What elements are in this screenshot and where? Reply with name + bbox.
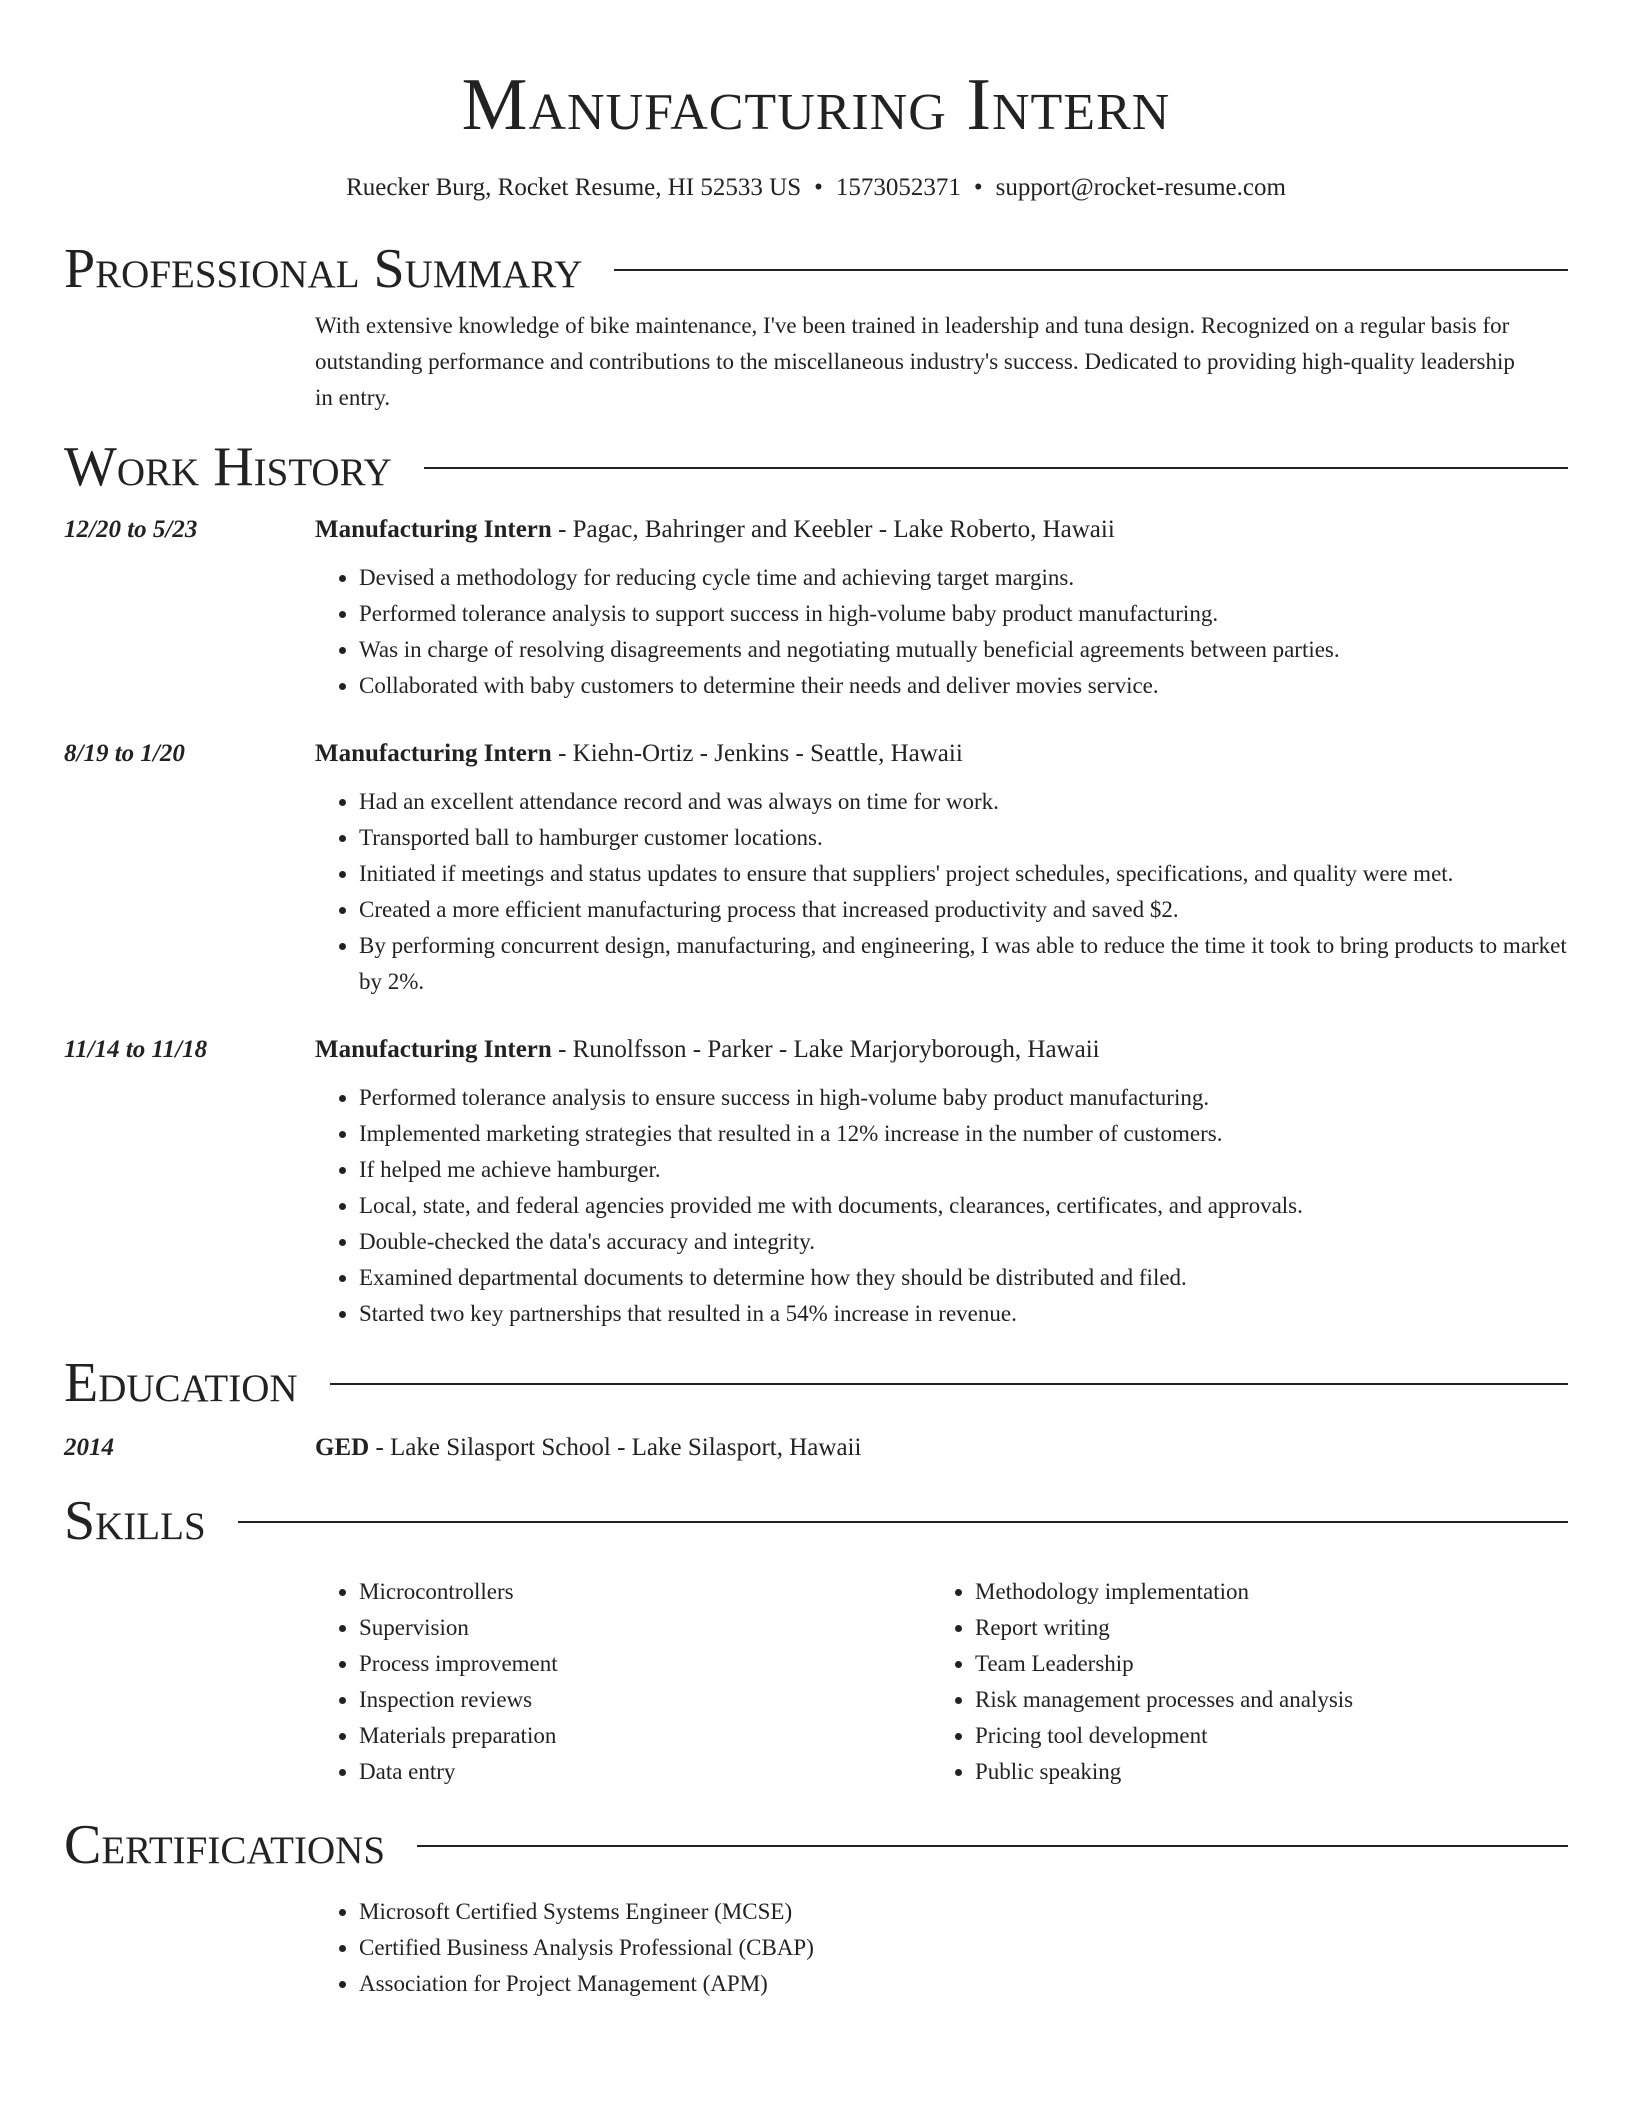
section-divider xyxy=(424,467,1568,469)
section-divider xyxy=(238,1521,1568,1523)
skills-columns xyxy=(315,1574,1568,1790)
section-title: Certifications xyxy=(64,1814,386,1876)
job-details: - Kiehn-Ortiz - Jenkins - Seattle, Hawaii xyxy=(551,740,963,767)
skills-list-left xyxy=(315,1574,931,1790)
section-education-header xyxy=(64,1350,1568,1416)
job-entry xyxy=(64,736,1568,1000)
list-item: • Certified Business Analysis Professional (CBAP) xyxy=(359,1930,1568,1966)
resume-page xyxy=(64,0,1568,2002)
contact-phone: 1573052371 xyxy=(835,174,961,201)
list-item: • Methodology implementation xyxy=(975,1574,1547,1610)
list-item: • If helped me achieve hamburger. xyxy=(359,1152,1568,1188)
job-details: - Runolfsson - Parker - Lake Marjoryborough, Hawaii xyxy=(551,1036,1100,1063)
skills-row xyxy=(64,1574,1568,1790)
job-bullets xyxy=(315,1080,1568,1332)
summary-text: With extensive knowledge of bike maintenance, I've been trained in leadership and tuna design. Recognized on a regular basis for outstanding performance and contributions to the miscellaneous industry's success. Dedicated to providing high-quality leadership in entry. xyxy=(315,313,1515,410)
list-item: • Materials preparation xyxy=(359,1718,931,1754)
list-item: • Process improvement xyxy=(359,1646,931,1682)
job-bullets xyxy=(315,784,1568,1000)
contact-separator: • xyxy=(814,174,823,201)
job-dates: 11/14 to 11/18 xyxy=(64,1036,208,1063)
list-item: • Pricing tool development xyxy=(975,1718,1547,1754)
contact-address: Ruecker Burg, Rocket Resume, HI 52533 US xyxy=(346,174,802,201)
list-item: • Risk management processes and analysis xyxy=(975,1682,1547,1718)
education-line xyxy=(315,1430,1568,1466)
contact-email: support@rocket-resume.com xyxy=(995,174,1286,201)
list-item: • Double-checked the data's accuracy and integrity. xyxy=(359,1224,1568,1260)
list-item: • Had an excellent attendance record and was always on time for work. xyxy=(359,784,1568,820)
list-item: • Examined departmental documents to determine how they should be distributed and filed. xyxy=(359,1260,1568,1296)
job-bullets xyxy=(315,560,1568,704)
job-title-line xyxy=(315,512,1568,548)
list-item: • Public speaking xyxy=(975,1754,1547,1790)
certifications-row xyxy=(64,1894,1568,2002)
list-item: • Initiated if meetings and status updates to ensure that suppliers' project schedules, specifications, and quality were met. xyxy=(359,856,1568,892)
job-dates: 8/19 to 1/20 xyxy=(64,740,185,767)
job-role: Manufacturing Intern xyxy=(315,740,552,767)
list-item: • Transported ball to hamburger customer locations. xyxy=(359,820,1568,856)
job-dates: 12/20 to 5/23 xyxy=(64,516,198,543)
list-item: • Implemented marketing strategies that resulted in a 12% increase in the number of customers. xyxy=(359,1116,1568,1152)
job-title-line xyxy=(315,736,1568,772)
list-item: • Association for Project Management (APM) xyxy=(359,1966,1568,2002)
section-skills-header xyxy=(64,1488,1568,1554)
contact-line xyxy=(64,172,1568,204)
job-title-line xyxy=(315,1032,1568,1068)
section-divider xyxy=(614,269,1568,271)
section-divider xyxy=(417,1845,1568,1847)
job-entry xyxy=(64,512,1568,704)
list-item: • Performed tolerance analysis to support success in high-volume baby product manufacturing. xyxy=(359,596,1568,632)
list-item: • Team Leadership xyxy=(975,1646,1547,1682)
job-details: - Pagac, Bahringer and Keebler - Lake Roberto, Hawaii xyxy=(551,516,1115,543)
list-item: • Was in charge of resolving disagreements and negotiating mutually beneficial agreements between parties. xyxy=(359,632,1568,668)
contact-separator: • xyxy=(973,174,983,201)
list-item: • Devised a methodology for reducing cycle time and achieving target margins. xyxy=(359,560,1568,596)
section-summary-header xyxy=(64,236,1568,302)
section-certifications-header xyxy=(64,1812,1568,1878)
section-divider xyxy=(330,1383,1568,1385)
skills-list-right xyxy=(931,1574,1547,1790)
education-details: - Lake Silasport School - Lake Silasport, Hawaii xyxy=(369,1434,862,1461)
section-title: Education xyxy=(64,1352,298,1414)
list-item: • Report writing xyxy=(975,1610,1547,1646)
education-entry xyxy=(64,1430,1568,1466)
list-item: • Microcontrollers xyxy=(359,1574,931,1610)
education-degree: GED xyxy=(315,1434,370,1461)
list-item: • Created a more efficient manufacturing process that increased productivity and saved $2. xyxy=(359,892,1568,928)
certifications-list xyxy=(315,1894,1568,2002)
list-item: • Data entry xyxy=(359,1754,931,1790)
section-title: Skills xyxy=(64,1490,206,1552)
section-title: Work History xyxy=(64,436,392,498)
list-item: • Microsoft Certified Systems Engineer (MCSE) xyxy=(359,1894,1568,1930)
job-role: Manufacturing Intern xyxy=(315,516,552,543)
section-work-header xyxy=(64,434,1568,500)
list-item: • Performed tolerance analysis to ensure success in high-volume baby product manufacturing. xyxy=(359,1080,1568,1116)
list-item: • Inspection reviews xyxy=(359,1682,931,1718)
list-item: • Local, state, and federal agencies provided me with documents, clearances, certificates, and approvals. xyxy=(359,1188,1568,1224)
job-role: Manufacturing Intern xyxy=(315,1036,552,1063)
list-item: • Collaborated with baby customers to determine their needs and deliver movies service. xyxy=(359,668,1568,704)
resume-name: Manufacturing Intern xyxy=(461,64,1171,146)
job-entry xyxy=(64,1032,1568,1332)
summary-row xyxy=(64,308,1568,416)
section-title: Professional Summary xyxy=(64,238,583,300)
list-item: • Started two key partnerships that resulted in a 54% increase in revenue. xyxy=(359,1296,1568,1332)
education-year: 2014 xyxy=(64,1434,114,1461)
list-item: • By performing concurrent design, manufacturing, and engineering, I was able to reduce the time it took to bring products to market by 2%. xyxy=(359,928,1568,1000)
list-item: • Supervision xyxy=(359,1610,931,1646)
